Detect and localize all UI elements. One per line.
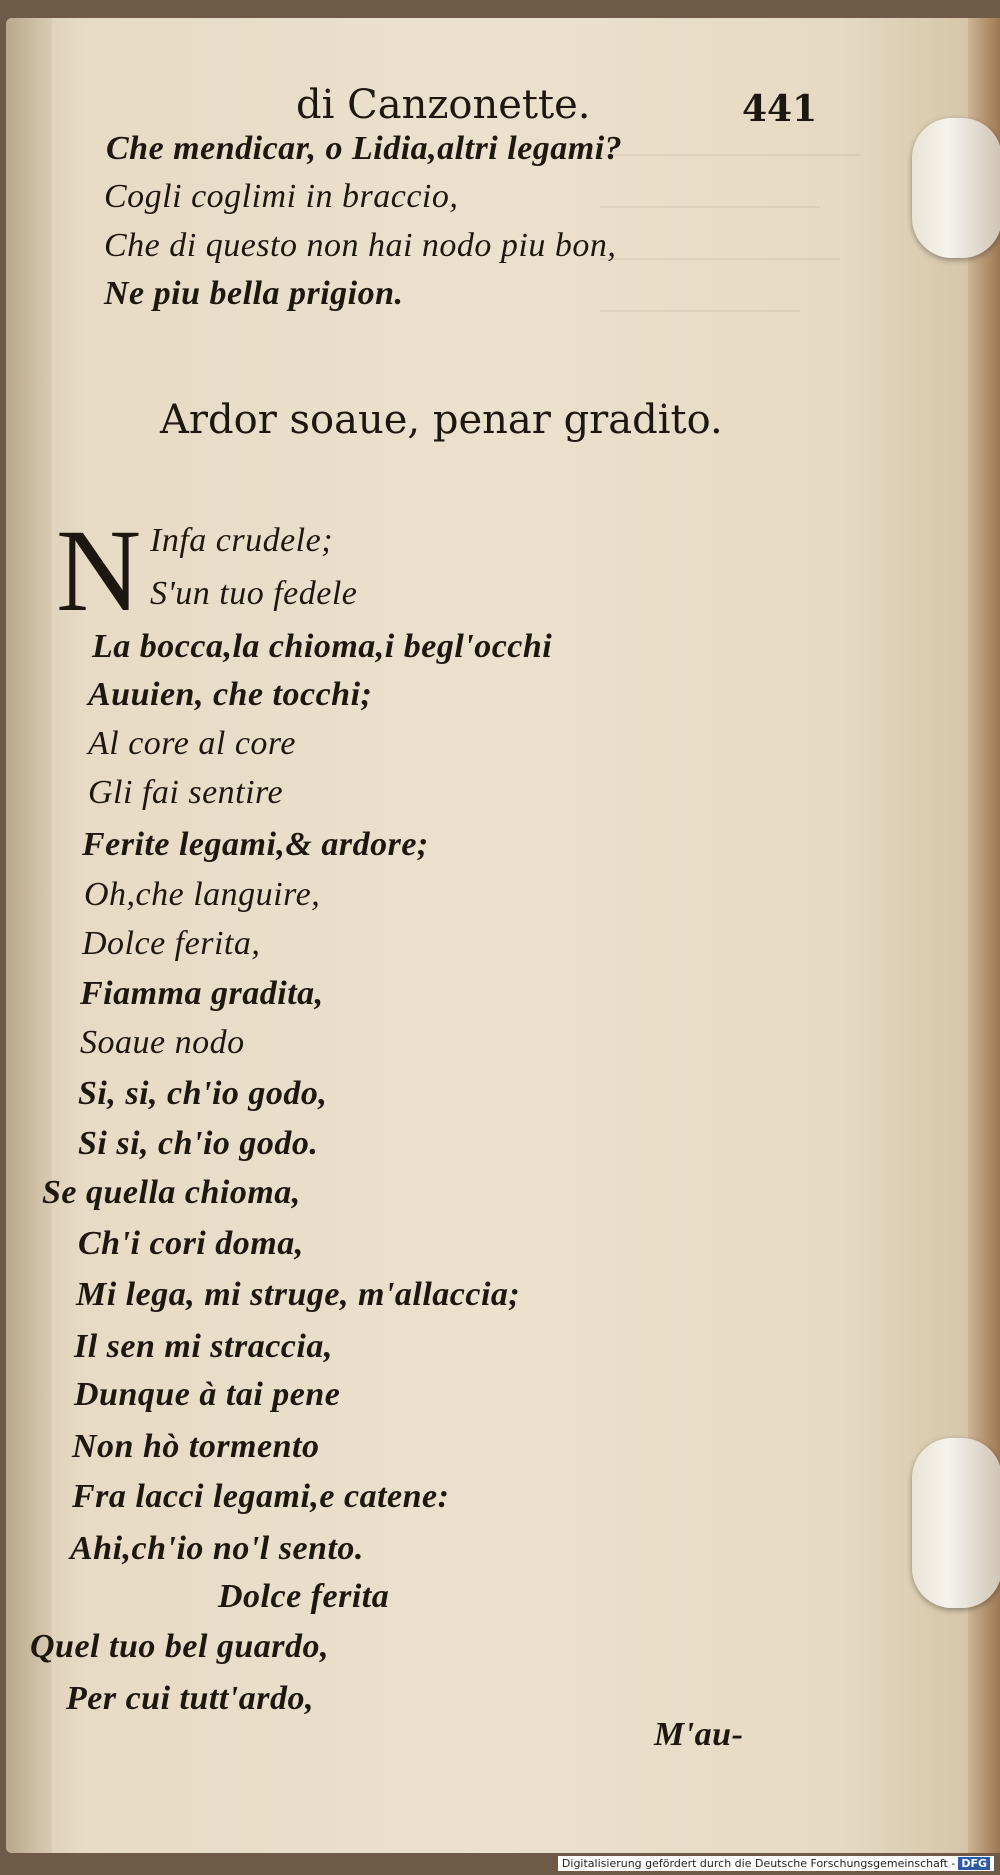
verse-line: Ch'i cori doma, [78, 1225, 304, 1262]
verse-line: Fra lacci legami,e catene: [72, 1478, 450, 1515]
verse-line: La bocca,la chioma,i begl'occhi [92, 628, 553, 665]
digitization-footer [558, 1856, 994, 1871]
drop-cap: N [56, 505, 142, 636]
verse-line: Gli fai sentire [88, 774, 284, 811]
footer-text: Digitalisierung gefördert durch die Deutsche Forschungsgemeinschaft - [561, 1857, 956, 1870]
verse-line: Auuien, che tocchi; [88, 676, 373, 713]
verse-line: Dolce ferita, [82, 925, 261, 962]
verse-line: Oh,che languire, [84, 876, 321, 913]
verse-line: Fiamma gradita, [80, 975, 324, 1012]
running-head: di Canzonette. [296, 82, 591, 128]
verse-line: Soaue nodo [80, 1024, 245, 1061]
page-number: 441 [742, 88, 818, 130]
verse-line: Mi lega, mi struge, m'allaccia; [76, 1276, 521, 1313]
verse-line: Se quella chioma, [42, 1174, 301, 1211]
poem-title: Ardor soaue, penar gradito. [160, 397, 723, 443]
page-clip-bottom [912, 1438, 1000, 1608]
verse-line: Si si, ch'io godo. [78, 1125, 319, 1162]
verse-line: Al core al core [88, 725, 296, 762]
verse-line: Ahi,ch'io no'l sento. [70, 1530, 364, 1567]
verse-line: Quel tuo bel guardo, [30, 1628, 330, 1665]
verse-line: Si, si, ch'io godo, [78, 1075, 328, 1112]
verse-line: Cogli coglimi in braccio, [104, 178, 459, 215]
verse-line: Non hò tormento [72, 1428, 320, 1465]
verse-line: Il sen mi straccia, [74, 1328, 333, 1365]
verse-line: Dunque à tai pene [74, 1376, 341, 1413]
page-clip-top [912, 118, 1000, 258]
dfg-logo: DFG [958, 1857, 990, 1870]
verse-line: Ne piu bella prigion. [104, 275, 404, 312]
verse-line: Dolce ferita [218, 1578, 390, 1615]
verse-line: Ferite legami,& ardore; [82, 826, 429, 863]
verse-line: Per cui tutt'ardo, [66, 1680, 314, 1717]
catchword: M'au- [654, 1716, 744, 1753]
page-gutter [6, 18, 52, 1853]
verse-line: Infa crudele; [150, 522, 334, 559]
verse-line: Che di questo non hai nodo piu bon, [104, 227, 617, 264]
verse-line: Che mendicar, o Lidia,altri legami? [106, 130, 623, 167]
verse-line: S'un tuo fedele [150, 575, 358, 612]
show-through-bleed [600, 130, 860, 338]
